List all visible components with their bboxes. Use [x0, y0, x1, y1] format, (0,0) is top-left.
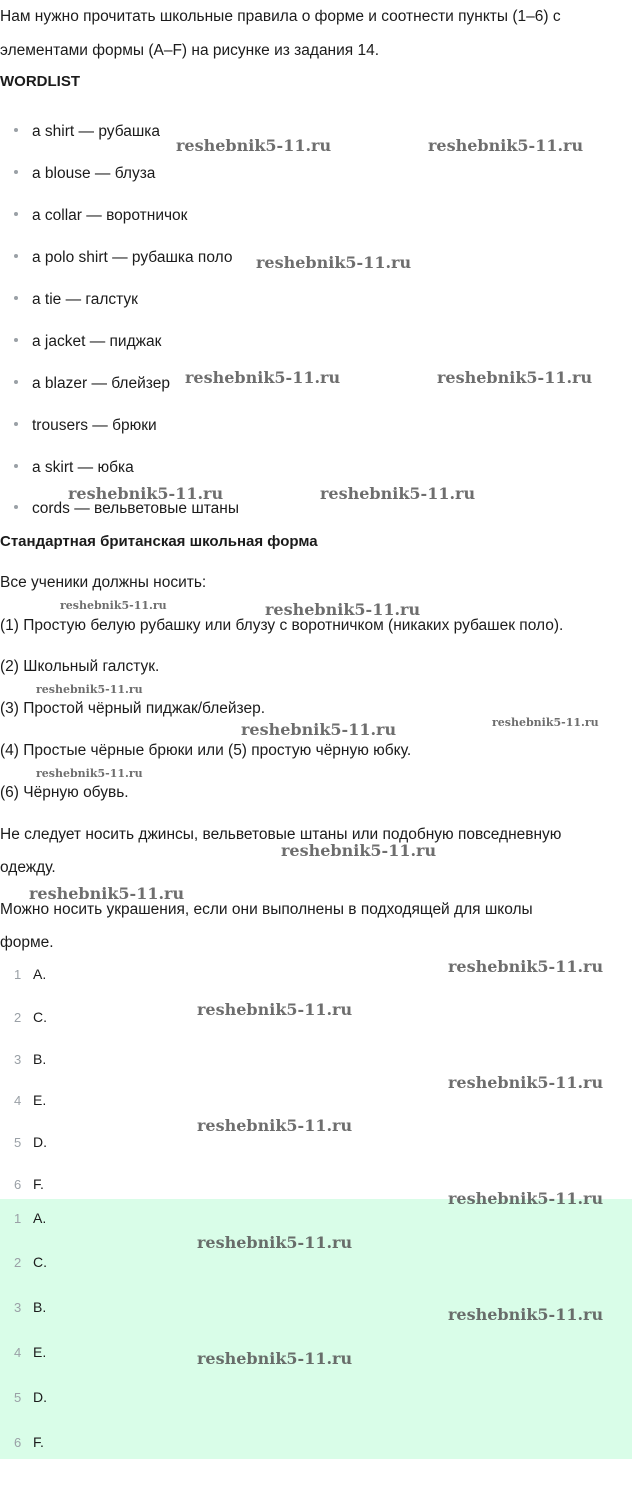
bullet-icon: [14, 254, 18, 258]
not-allowed-line-2: одежду.: [0, 859, 56, 876]
wordlist-title: WORDLIST: [0, 73, 80, 90]
list-item: a blouse — блуза: [14, 165, 155, 183]
watermark: reshebnik5-11.ru: [241, 720, 397, 739]
answer-row: 1 A.: [14, 966, 47, 982]
uniform-title: Стандартная британская школьная форма: [0, 533, 318, 550]
intro-line-2: элементами формы (A–F) на рисунке из задания 14.: [0, 42, 380, 59]
intro-line-1: Нам нужно прочитать школьные правила о форме и соотнести пункты (1–6) с: [0, 8, 561, 25]
watermark: reshebnik5-11.ru: [492, 716, 599, 729]
answer-row: 4 E.: [14, 1344, 47, 1360]
bullet-icon: [14, 338, 18, 342]
bullet-icon: [14, 464, 18, 468]
bullet-icon: [14, 212, 18, 216]
watermark: reshebnik5-11.ru: [197, 1233, 353, 1252]
watermark: reshebnik5-11.ru: [448, 1305, 604, 1324]
bullet-icon: [14, 296, 18, 300]
watermark: reshebnik5-11.ru: [428, 136, 584, 155]
answer-row: 6 F.: [14, 1176, 44, 1192]
answer-row: 3 B.: [14, 1051, 47, 1067]
watermark: reshebnik5-11.ru: [185, 368, 341, 387]
watermark: reshebnik5-11.ru: [197, 1000, 353, 1019]
rule-6: (6) Чёрную обувь.: [0, 784, 129, 801]
watermark: reshebnik5-11.ru: [448, 1189, 604, 1208]
watermark: reshebnik5-11.ru: [176, 136, 332, 155]
must-wear-text: Все ученики должны носить:: [0, 574, 207, 591]
answer-row: 6 F.: [14, 1434, 44, 1450]
jewelry-line-1: Можно носить украшения, если они выполнены в подходящей для школы: [0, 901, 533, 918]
list-item: a jacket — пиджак: [14, 333, 161, 351]
answer-row: 5 D.: [14, 1134, 47, 1150]
rule-1: (1) Простую белую рубашку или блузу с воротничком (никаких рубашек поло).: [0, 617, 564, 634]
watermark: reshebnik5-11.ru: [197, 1116, 353, 1135]
watermark: reshebnik5-11.ru: [36, 767, 143, 780]
watermark: reshebnik5-11.ru: [437, 368, 593, 387]
jewelry-line-2: форме.: [0, 934, 54, 951]
watermark: reshebnik5-11.ru: [281, 841, 437, 860]
rule-2: (2) Школьный галстук.: [0, 658, 160, 675]
watermark: reshebnik5-11.ru: [68, 484, 224, 503]
bullet-icon: [14, 170, 18, 174]
watermark: reshebnik5-11.ru: [29, 884, 185, 903]
list-item: a blazer — блейзер: [14, 375, 170, 393]
answer-row: 1 A.: [14, 1210, 47, 1226]
list-item: a shirt — рубашка: [14, 123, 160, 141]
watermark: reshebnik5-11.ru: [448, 1073, 604, 1092]
watermark: reshebnik5-11.ru: [320, 484, 476, 503]
list-item: trousers — брюки: [14, 417, 157, 435]
bullet-icon: [14, 380, 18, 384]
watermark: reshebnik5-11.ru: [36, 683, 143, 696]
bullet-icon: [14, 505, 18, 509]
rule-3: (3) Простой чёрный пиджак/блейзер.: [0, 700, 266, 717]
list-item: a polo shirt — рубашка поло: [14, 249, 232, 267]
list-item: a skirt — юбка: [14, 459, 134, 477]
watermark: reshebnik5-11.ru: [197, 1349, 353, 1368]
watermark: reshebnik5-11.ru: [448, 957, 604, 976]
list-item: a collar — воротничок: [14, 207, 187, 225]
watermark: reshebnik5-11.ru: [60, 599, 167, 612]
answer-row: 4 E.: [14, 1092, 47, 1108]
answer-row: 2 C.: [14, 1009, 47, 1025]
not-allowed-line-1: Не следует носить джинсы, вельветовые штаны или подобную повседневную: [0, 826, 562, 843]
answer-row: 3 B.: [14, 1299, 47, 1315]
answer-row: 2 C.: [14, 1254, 47, 1270]
list-item: a tie — галстук: [14, 291, 138, 309]
rule-4: (4) Простые чёрные брюки или (5) простую чёрную юбку.: [0, 742, 412, 759]
bullet-icon: [14, 128, 18, 132]
list-item: cords — вельветовые штаны: [14, 500, 239, 518]
bullet-icon: [14, 422, 18, 426]
watermark: reshebnik5-11.ru: [265, 600, 421, 619]
answer-row: 5 D.: [14, 1389, 47, 1405]
watermark: reshebnik5-11.ru: [256, 253, 412, 272]
